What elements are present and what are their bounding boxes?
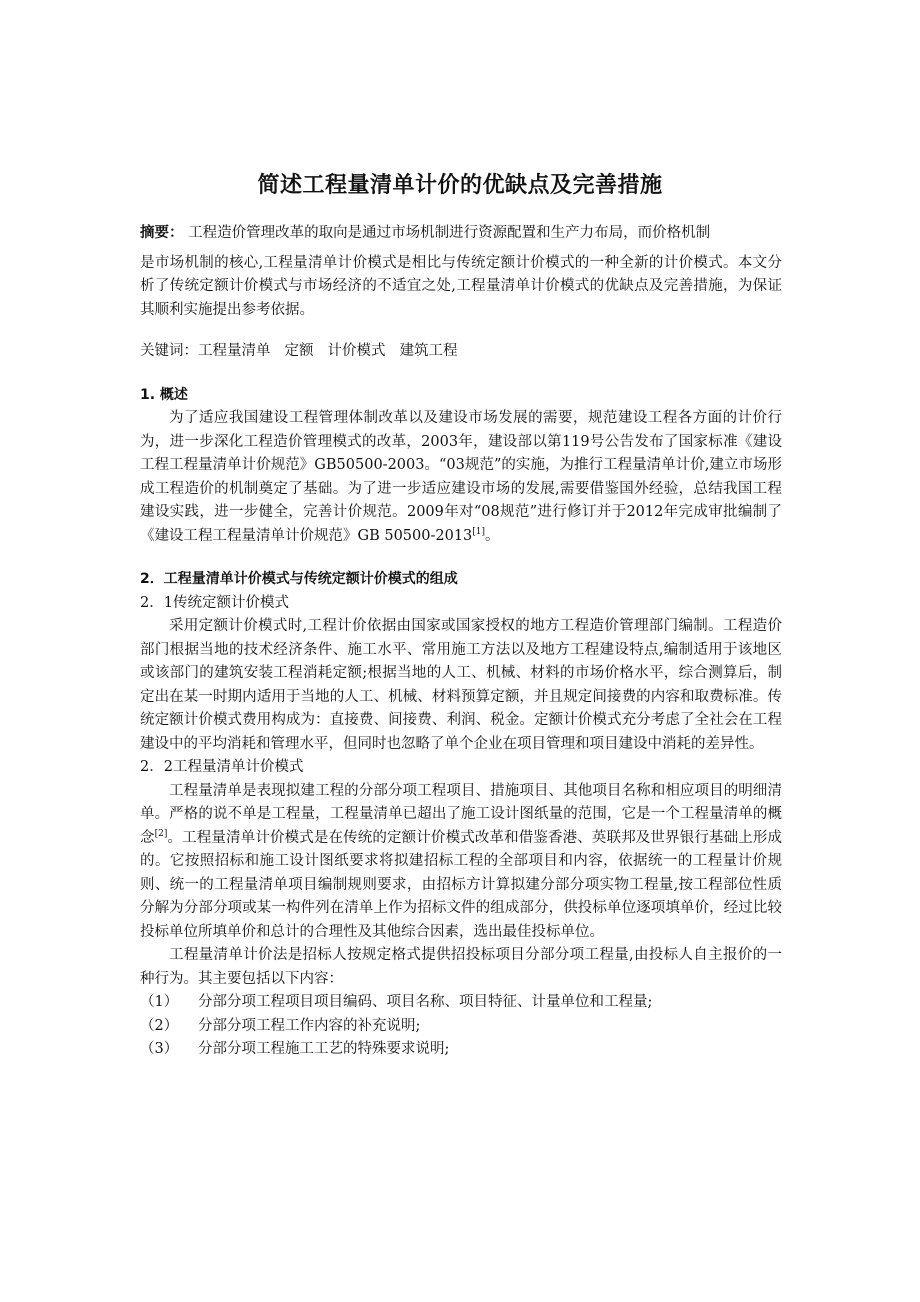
list-item-number: （3） (140, 1041, 179, 1057)
keyword-item: 工程量清单 (198, 343, 271, 359)
list-item (140, 1015, 782, 1039)
list-item-number: （1） (140, 994, 179, 1010)
section-2-2-text-b: 。工程量清单计价模式是在传统的定额计价模式改革和借鉴香港、英联邦及世界银行基础上形成的。它按照招标和施工设计图纸要求将拟建招标工程的全部项目和内容，依据统一的工程量计价规则、统一的工程量清单项目编制规则要求，由招标方计算拟建分部分项实物工程量,按工程部位性质分解为分部分项或某一构件列在清单上作为招标文件的组成部分，供投标单位逐项填单价，经过比较投标单位所填单价和总计的合理性及其他综合因素，选出最佳投标单位。 (140, 829, 783, 940)
list-item-number: （2） (140, 1017, 179, 1034)
section-1-end: 。 (485, 527, 500, 544)
keyword-item: 建筑工程 (399, 343, 458, 359)
paper-title: 简述工程量清单计价的优缺点及完善措施 (257, 173, 663, 198)
abstract-text-rest: 是市场机制的核心,工程量清单计价模式是相比与传统定额计价模式的一种全新的计价模式。本文分析了传统定额计价模式与市场经济的不适宜之处,工程量清单计价模式的优缺点及完善措施，为保证其顺利实施提出参考依据。 (140, 254, 782, 318)
section-1-paragraph (140, 407, 782, 548)
section-1-heading: 1. 概述 (140, 386, 188, 403)
section-2-heading: 2．工程量清单计价模式与传统定额计价模式的组成 (140, 571, 458, 587)
section-2-2-paragraph-1 (140, 780, 782, 945)
section-2-1-paragraph: 采用定额计价模式时,工程计价依据由国家或国家授权的地方工程造价管理部门编制。工程造价部门根据当地的技术经济条件、施工水平、常用施工方法以及地方工程建设特点,编制适用于该地区或该部门的建筑安装工程消耗定额;根据当地的人工、机械、材料的市场价格水平，综合测算后，制定出在某一时期内适用于当地的人工、机械、材料预算定额，并且规定间接费的内容和取费标准。传统定额计价模式费用构成为：直接费、间接费、利润、税金。定额计价模式充分考虑了全社会在工程建设中的平均消耗和管理水平，但同时也忽略了单个企业在项目管理和项目建设中消耗的差异性。 (140, 618, 782, 752)
list-item-text: 分部分项工程施工工艺的特殊要求说明; (198, 1041, 450, 1057)
section-2-2-paragraph-2: 工程量清单计价法是招标人按规定格式提供招投标项目分部分项工程量,由投标人自主报价的一种行为。其主要包括以下内容： (140, 947, 782, 987)
citation-ref: [1] (472, 526, 486, 537)
list-item (140, 1038, 782, 1062)
keywords (140, 340, 782, 364)
list-item-text: 分部分项工程项目项目编码、项目名称、项目特征、计量单位和工程量; (198, 994, 653, 1010)
keywords-label: 关键词： (140, 343, 198, 359)
keyword-item: 定额 (284, 343, 314, 359)
abstract-first-line (140, 222, 782, 246)
section-2-2-heading: 2．2工程量清单计价模式 (140, 759, 304, 775)
abstract-label: 摘要： (140, 225, 184, 241)
section-1-text: 为了适应我国建设工程管理体制改革以及建设市场发展的需要，规范建设工程各方面的计价行为，进一步深化工程造价管理模式的改革，2003年，建设部以第119号公告发布了国家标准《建设工程工程量清单计价规范》GB50500-2003。“03规范”的实施，为推行工程量清单计价,建立市场形成工程造价的机制奠定了基础。为了进一步适应建设市场的发展,需要借鉴国外经验，总结我国工程建设实践，进一步健全，完善计价规范。2009年对“08规范”进行修订并于2012年完成审批编制了《建设工程工程量清单计价规范》GB 50500-2013 (140, 410, 782, 544)
list-item (140, 991, 782, 1015)
keyword-item: 计价模式 (327, 343, 386, 359)
paper-body (140, 222, 782, 1062)
abstract-text-line1: 工程造价管理改革的取向是通过市场机制进行资源配置和生产力布局，而价格机制 (188, 225, 711, 241)
section-2-2-text-a: 工程量清单是表现拟建工程的分部分项工程项目、措施项目、其他项目名称和相应项目的明细清单。严格的说不单是工程量，工程量清单已超出了施工设计图纸量的范围，它是一个工程量清单的概念 (140, 782, 782, 846)
citation-ref: [2] (154, 828, 168, 839)
section-2-1-heading: 2．1传统定额计价模式 (140, 594, 289, 611)
list-item-text: 分部分项工程工作内容的补充说明; (198, 1017, 421, 1034)
